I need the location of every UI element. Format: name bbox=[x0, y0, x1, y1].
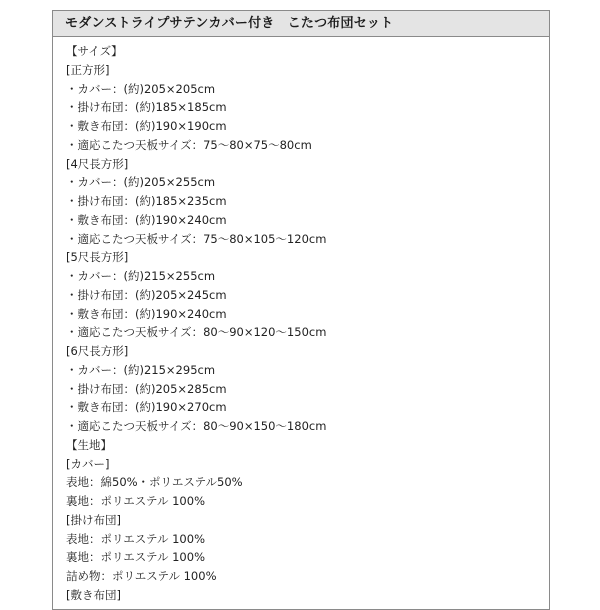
spec-item: ・掛け布団：(約)185×235cm bbox=[66, 194, 227, 208]
spec-subheading: [正方形] bbox=[66, 62, 110, 77]
spec-section-heading: 【生地】 bbox=[66, 437, 112, 452]
spec-item: ・カバー：(約)215×295cm bbox=[66, 362, 216, 377]
spec-item: 表地：ポリエステル 100% bbox=[66, 531, 205, 546]
spec-subheading: [カバー] bbox=[66, 456, 110, 471]
spec-item: ・適応こたつ天板サイズ：80〜90×120〜150cm bbox=[66, 325, 327, 340]
panel-title: モダンストライプサテンカバー付き こたつ布団セット bbox=[53, 11, 549, 37]
spec-item: 表地：綿50%・ポリエステル50% bbox=[66, 475, 243, 490]
spec-item: 裏地：ポリエステル 100% bbox=[66, 494, 205, 508]
spec-section-heading: 【サイズ】 bbox=[66, 44, 123, 58]
spec-item: ・適応こたつ天板サイズ：75〜80×105〜120cm bbox=[66, 231, 327, 246]
spec-item: ・掛け布団：(約)205×285cm bbox=[66, 381, 227, 396]
spec-item: ・敷き布団：(約)190×240cm bbox=[66, 212, 227, 227]
spec-item: ・敷き布団：(約)190×190cm bbox=[66, 119, 227, 133]
spec-item: ・適応こたつ天板サイズ：80〜90×150〜180cm bbox=[66, 419, 327, 433]
spec-subheading: [敷き布団] bbox=[66, 587, 121, 602]
spec-subheading: [5尺長方形] bbox=[66, 250, 129, 265]
spec-item: ・カバー：(約)215×255cm bbox=[66, 269, 216, 283]
spec-item: 詰め物：ポリエステル 100% bbox=[66, 569, 217, 583]
spec-item: 裏地：ポリエステル 100% bbox=[66, 550, 205, 565]
spec-subheading: [4尺長方形] bbox=[66, 156, 129, 171]
spec-item: ・カバー：(約)205×255cm bbox=[66, 175, 216, 190]
spec-subheading: [6尺長方形] bbox=[66, 344, 129, 358]
spec-list bbox=[53, 37, 549, 605]
spec-item: ・カバー：(約)205×205cm bbox=[66, 81, 216, 96]
spec-item: ・適応こたつ天板サイズ：75〜80×75〜80cm bbox=[66, 137, 312, 152]
spec-item: ・敷き布団：(約)190×270cm bbox=[66, 400, 227, 415]
spec-item: ・敷き布団：(約)190×240cm bbox=[66, 306, 227, 321]
spec-item: ・掛け布団：(約)185×185cm bbox=[66, 100, 227, 115]
spec-panel bbox=[52, 10, 550, 610]
spec-subheading: [掛け布団] bbox=[66, 512, 121, 527]
spec-item: ・掛け布団：(約)205×245cm bbox=[66, 287, 227, 302]
